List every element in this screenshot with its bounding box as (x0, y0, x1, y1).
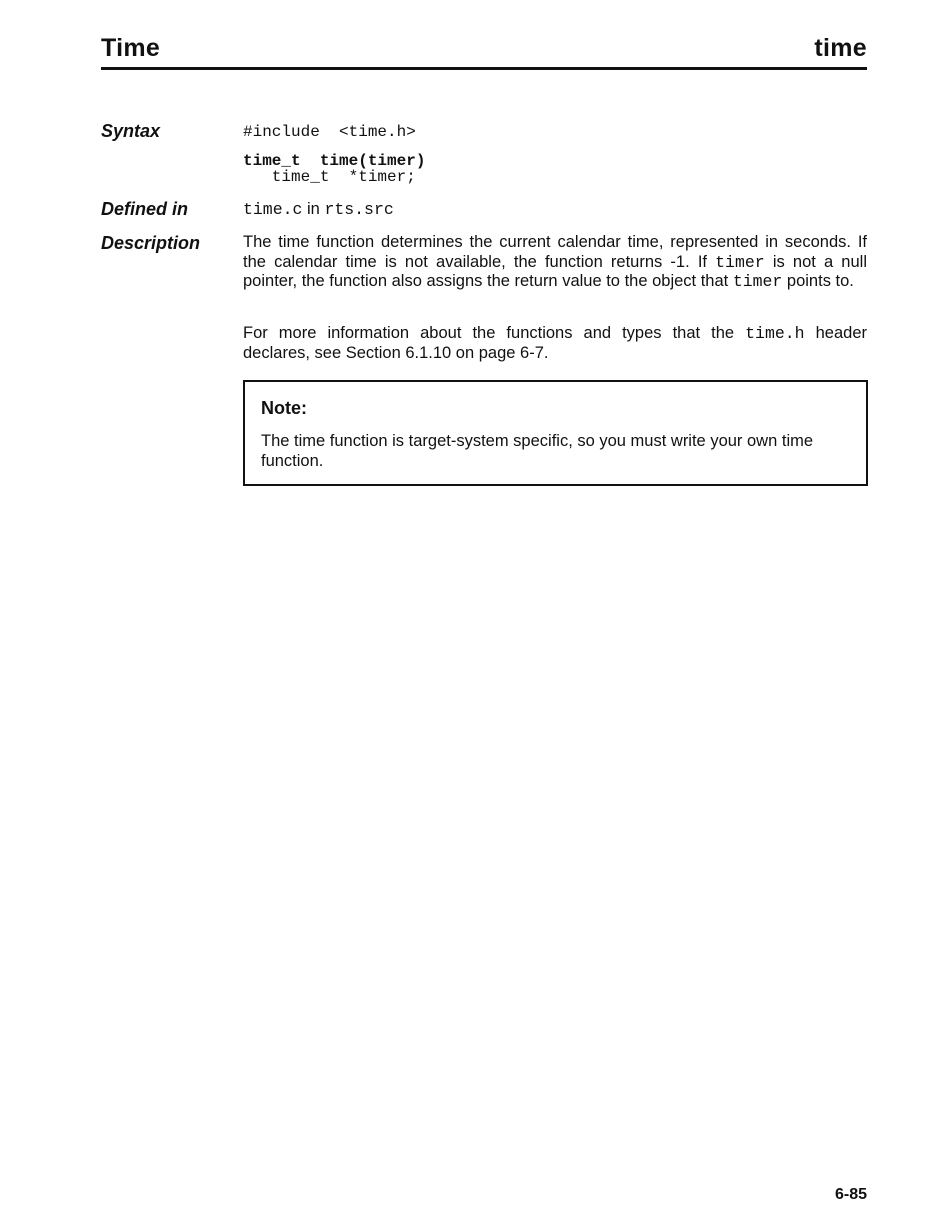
page-header-left-title: Time (101, 34, 161, 62)
description-paragraph-1 (243, 233, 867, 292)
defined-in-label: Defined in (101, 199, 189, 219)
syntax-declaration-line-1: time_t time(timer) (243, 152, 426, 170)
syntax-label: Syntax (101, 121, 161, 141)
description-p2-text-1: For more information about the functions and types that the (243, 324, 746, 342)
description-p2-text-2: header declares, see Section 6.1.10 on page 6-7. (243, 324, 868, 362)
note-box (243, 380, 868, 486)
syntax-include: #include <time.h> (243, 123, 416, 141)
description-p1-code-2: timer (732, 272, 783, 291)
description-p1-text-2: is not a null pointer, the function also assigns the return value to the object that (243, 252, 867, 290)
defined-in-connector: in (302, 200, 325, 218)
syntax-declaration-line-2: time_t *timer; (243, 168, 416, 186)
page-header-right-title: time (814, 34, 867, 62)
defined-in-value (243, 200, 867, 220)
note-title: Note: (261, 398, 307, 418)
page-number: 6-85 (834, 1186, 867, 1203)
description-p2-code: time.h (745, 324, 805, 343)
defined-in-source: rts.src (324, 200, 394, 219)
description-label: Description (101, 233, 201, 253)
description-p1-text-1: The time function determines the current calendar time, represented in seconds. If the calendar time is not available, the function returns -1. If (243, 233, 867, 271)
defined-in-file: time.c (243, 200, 303, 219)
description-p1-code-1: timer (715, 252, 765, 272)
description-p1-text-3: points to. (782, 272, 854, 290)
description-paragraph-2 (243, 324, 867, 363)
header-rule (101, 67, 867, 70)
note-text: The time function is target-system specific, so you must write your own time function. (261, 432, 814, 470)
